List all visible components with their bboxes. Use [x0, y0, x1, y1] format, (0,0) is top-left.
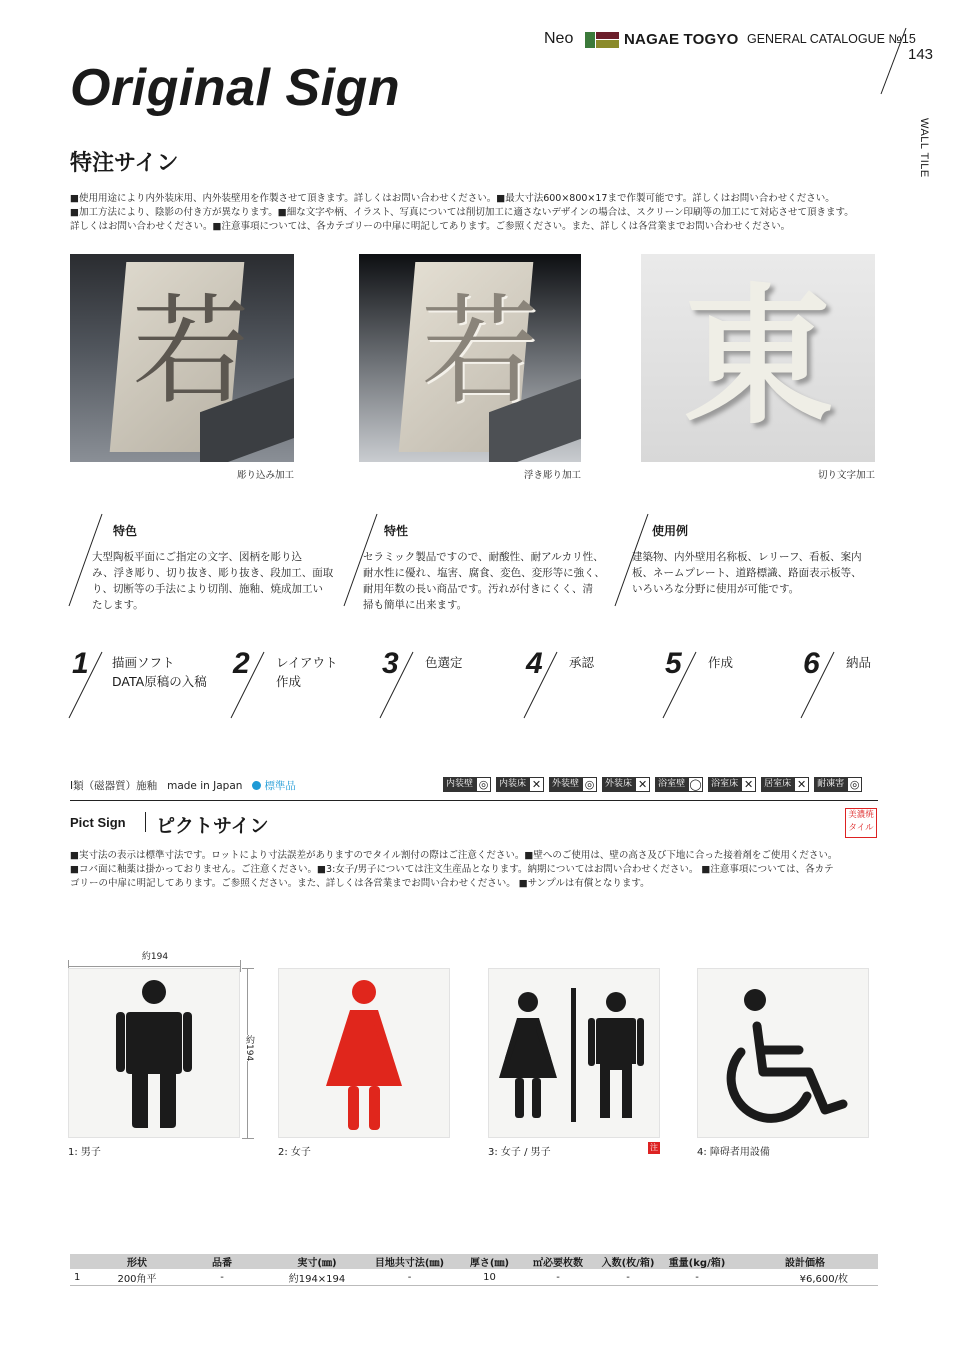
step-slash	[798, 650, 838, 720]
step-line: DATA原稿の入稿	[112, 674, 207, 689]
feature-text	[363, 549, 613, 613]
feature-line: 建築物、内外壁用名称板、レリーフ、看板、案内	[632, 551, 862, 563]
usage-label: 居室床	[761, 777, 794, 792]
step-label	[569, 653, 594, 672]
feature-text	[632, 549, 882, 597]
usage-label: 浴室床	[708, 777, 741, 792]
female-male-icon	[488, 968, 660, 1138]
usage-chip	[602, 777, 650, 792]
step-slash	[660, 650, 700, 720]
usage-chip	[761, 777, 809, 792]
photo-cutout	[641, 254, 875, 462]
step-label	[708, 653, 733, 672]
usage-mark-icon: ✕	[741, 777, 756, 792]
step-number: 6	[803, 647, 820, 680]
step-number: 1	[72, 647, 89, 680]
section-divider	[70, 800, 878, 801]
page-title: Original Sign	[70, 59, 401, 117]
step-line: 色選定	[425, 655, 463, 670]
spec-cell: 約194×194	[272, 1269, 362, 1286]
note-line: ゴリーの中扉に明記してあります。ご参照ください。また、詳しくは各営業までお問い合わせください。 ■サンプルは有償となります。	[70, 878, 650, 889]
spec-table	[70, 1254, 878, 1286]
pict-title-ja: ピクトサイン	[156, 815, 269, 837]
feature-line: 板、ネームプレート、道路標識、路面表示板等、	[632, 567, 862, 579]
side-tab-label[interactable]: WALL TILE	[918, 118, 930, 178]
spec-header-cell	[70, 1254, 102, 1269]
pict-title-en: Pict Sign	[70, 815, 126, 830]
spec-header-cell: ㎡必要枚数	[522, 1254, 594, 1269]
made-in: made in Japan	[167, 779, 243, 792]
feature-heading: 特性	[384, 524, 409, 538]
spec-cell: -	[594, 1269, 662, 1286]
spec-cell: 200角平	[102, 1269, 172, 1286]
usage-mark-icon: ◎	[476, 777, 491, 792]
spec-header-cell: 形状	[102, 1254, 172, 1269]
usage-mark-icon: ◯	[689, 778, 702, 791]
usage-mark-icon: ✕	[635, 777, 650, 792]
spec-header-cell: 設計価格	[732, 1254, 878, 1269]
mino-badge	[845, 808, 877, 838]
pict-tile-female	[278, 968, 450, 1138]
usage-chip	[443, 777, 491, 792]
feature-line: 耐水性に優れ、塩害、腐食、変色、変形等に強く、	[363, 567, 605, 579]
product-meta	[70, 778, 296, 793]
dimension-tick	[242, 968, 254, 969]
pict-notes	[70, 849, 890, 891]
intro-line: ■使用用途により内外装床用、内外装壁用を作製させて頂きます。詳しくはお問い合わせください。■最大寸法600×800×17まで作製可能です。詳しくはお問い合わせください。	[70, 193, 835, 204]
badge-line: 美濃焼	[848, 810, 874, 820]
photo-engraved	[70, 254, 294, 462]
spec-header-row	[70, 1254, 878, 1269]
page-subtitle: 特注サイン	[70, 151, 179, 176]
feature-line: いろいろな分野に使用が可能です。	[632, 583, 800, 595]
intro-line: 詳しくはお問い合わせください。■注意事項については、各カテゴリーの中扉に明記してあります。ご参照ください。また、詳しくは各営業までお問い合わせください。	[70, 221, 791, 232]
step-slash	[377, 650, 417, 720]
step-label	[112, 653, 207, 691]
photo-caption: 切り文字加工	[817, 470, 875, 481]
step-label	[425, 653, 463, 672]
spec-cell-price: ¥6,600/枚	[732, 1269, 878, 1286]
female-icon	[278, 968, 450, 1138]
usage-mark-icon: ✕	[794, 777, 809, 792]
usage-label: 外装床	[602, 777, 635, 792]
dimension-height-label: 約194	[244, 1035, 254, 1062]
male-icon	[68, 968, 240, 1138]
step-line: 作成	[276, 674, 302, 689]
step-number: 4	[526, 647, 543, 680]
feature-line: み、浮き彫り、切り抜き、彫り抜き、段加工、面取	[92, 567, 334, 579]
step-label	[846, 653, 871, 672]
brand-name: NAGAE TOGYO	[624, 31, 739, 48]
usage-label: 内装壁	[443, 777, 476, 792]
intro-text	[70, 192, 890, 234]
feature-heading: 使用例	[652, 524, 689, 538]
note-line: ■コバ面に釉薬は掛かっておりません。ご注意ください。■3:女子/男子については注文生産品となります。納期についてはお問い合わせください。 ■注意事項については、各カテ	[70, 864, 834, 875]
usage-chip	[655, 777, 703, 792]
photo-char: 若	[421, 282, 540, 420]
pict-caption: 1: 男子	[68, 1147, 101, 1158]
dimension-tick	[240, 960, 241, 972]
spec-cell: -	[362, 1269, 457, 1286]
feature-line: 耐用年数の長い商品です。汚れが付きにくく、清	[363, 583, 593, 595]
step-slash	[228, 650, 268, 720]
pict-caption: 3: 女子 / 男子	[488, 1147, 551, 1158]
feature-heading: 特色	[113, 524, 138, 538]
spec-cell: 10	[457, 1269, 522, 1286]
usage-chip	[708, 777, 756, 792]
pict-tile-female-male	[488, 968, 660, 1138]
feature-line: 大型陶板平面にご指定の文字、図柄を彫り込	[92, 551, 302, 563]
feature-line: 掃も簡単に出来ます。	[363, 599, 468, 611]
tile-class: Ⅰ類（磁器質）施釉	[70, 780, 158, 792]
usage-label: 浴室壁	[655, 777, 688, 792]
usage-chip	[814, 777, 862, 792]
feature-text	[92, 549, 337, 613]
spec-cell: -	[172, 1269, 272, 1286]
spec-cell-no: 1	[70, 1269, 102, 1286]
step-line: レイアウト	[276, 655, 338, 670]
step-line: 作成	[708, 655, 734, 670]
photo-caption: 彫り込み加工	[236, 470, 294, 481]
pict-caption: 4: 障碍者用設備	[697, 1147, 770, 1158]
spec-header-cell: 目地共寸法(㎜)	[362, 1254, 457, 1269]
usage-chips	[443, 777, 862, 792]
step-slash	[521, 650, 561, 720]
pict-tile-male	[68, 968, 240, 1138]
usage-mark-icon: ◎	[847, 777, 862, 792]
feature-line: り、切断等の手法により切削、施釉、焼成加工い	[92, 583, 323, 595]
title-separator	[145, 812, 146, 832]
step-label	[276, 653, 338, 691]
usage-label: 外装壁	[549, 777, 582, 792]
step-slash	[66, 650, 106, 720]
catalogue-name: GENERAL CATALOGUE №15	[747, 32, 916, 46]
spec-header-cell: 厚さ(㎜)	[457, 1254, 522, 1269]
pict-caption: 2: 女子	[278, 1147, 311, 1158]
step-line: 承認	[569, 655, 595, 670]
spec-header-cell: 重量(kg/箱)	[662, 1254, 732, 1269]
standard-dot-icon	[252, 781, 261, 790]
wheelchair-icon	[697, 968, 869, 1138]
usage-mark-icon: ✕	[529, 777, 544, 792]
step-number: 3	[382, 647, 399, 680]
note-line: ■実寸法の表示は標準寸法です。ロットにより寸法誤差がありますのでタイル割付の際はご注意ください。■壁へのご使用は、壁の高さ及び下地に合った接着剤をご使用ください。	[70, 850, 838, 861]
spec-header-cell: 実寸(㎜)	[272, 1254, 362, 1269]
spec-header-cell: 品番	[172, 1254, 272, 1269]
usage-label: 内装床	[496, 777, 529, 792]
spec-header-cell: 入数(枚/箱)	[594, 1254, 662, 1269]
step-line: 描画ソフト	[112, 655, 175, 670]
table-row	[70, 1269, 878, 1286]
step-number: 5	[665, 647, 682, 680]
intro-line: ■加工方法により、陰影の付き方が異なります。■細な文字や柄、イラスト、写真については削切加工に適さないデザインの場合は、スクリーン印刷等の加工にて対応させて頂きます。	[70, 207, 854, 218]
page-number: 143	[908, 46, 934, 63]
feature-line: セラミック製品ですので、耐酸性、耐アルカリ性、	[363, 551, 604, 563]
order-badge: 注	[650, 1143, 658, 1152]
badge-line: タイル	[848, 823, 874, 833]
usage-chip	[549, 777, 597, 792]
spec-cell: -	[662, 1269, 732, 1286]
usage-label: 耐凍害	[814, 777, 847, 792]
photo-char: 東	[682, 271, 833, 445]
feature-line: たします。	[92, 599, 144, 611]
brand-neo: Neo	[544, 30, 574, 47]
usage-chip	[496, 777, 544, 792]
photo-relief	[359, 254, 581, 462]
spec-cell: -	[522, 1269, 594, 1286]
dimension-width-label: 約194	[130, 949, 180, 962]
brand-logo-icon	[585, 32, 619, 48]
dimension-tick	[242, 1138, 254, 1139]
pict-tile-accessible	[697, 968, 869, 1138]
step-line: 納品	[846, 655, 872, 670]
dimension-line-width	[68, 966, 240, 967]
page-slash-divider	[878, 26, 908, 96]
usage-mark-icon: ◎	[582, 777, 597, 792]
standard-label: 標準品	[264, 780, 296, 792]
step-number: 2	[233, 647, 250, 680]
photo-caption: 浮き彫り加工	[523, 470, 581, 481]
photo-char: 若	[132, 282, 251, 420]
standard-badge	[252, 778, 296, 793]
